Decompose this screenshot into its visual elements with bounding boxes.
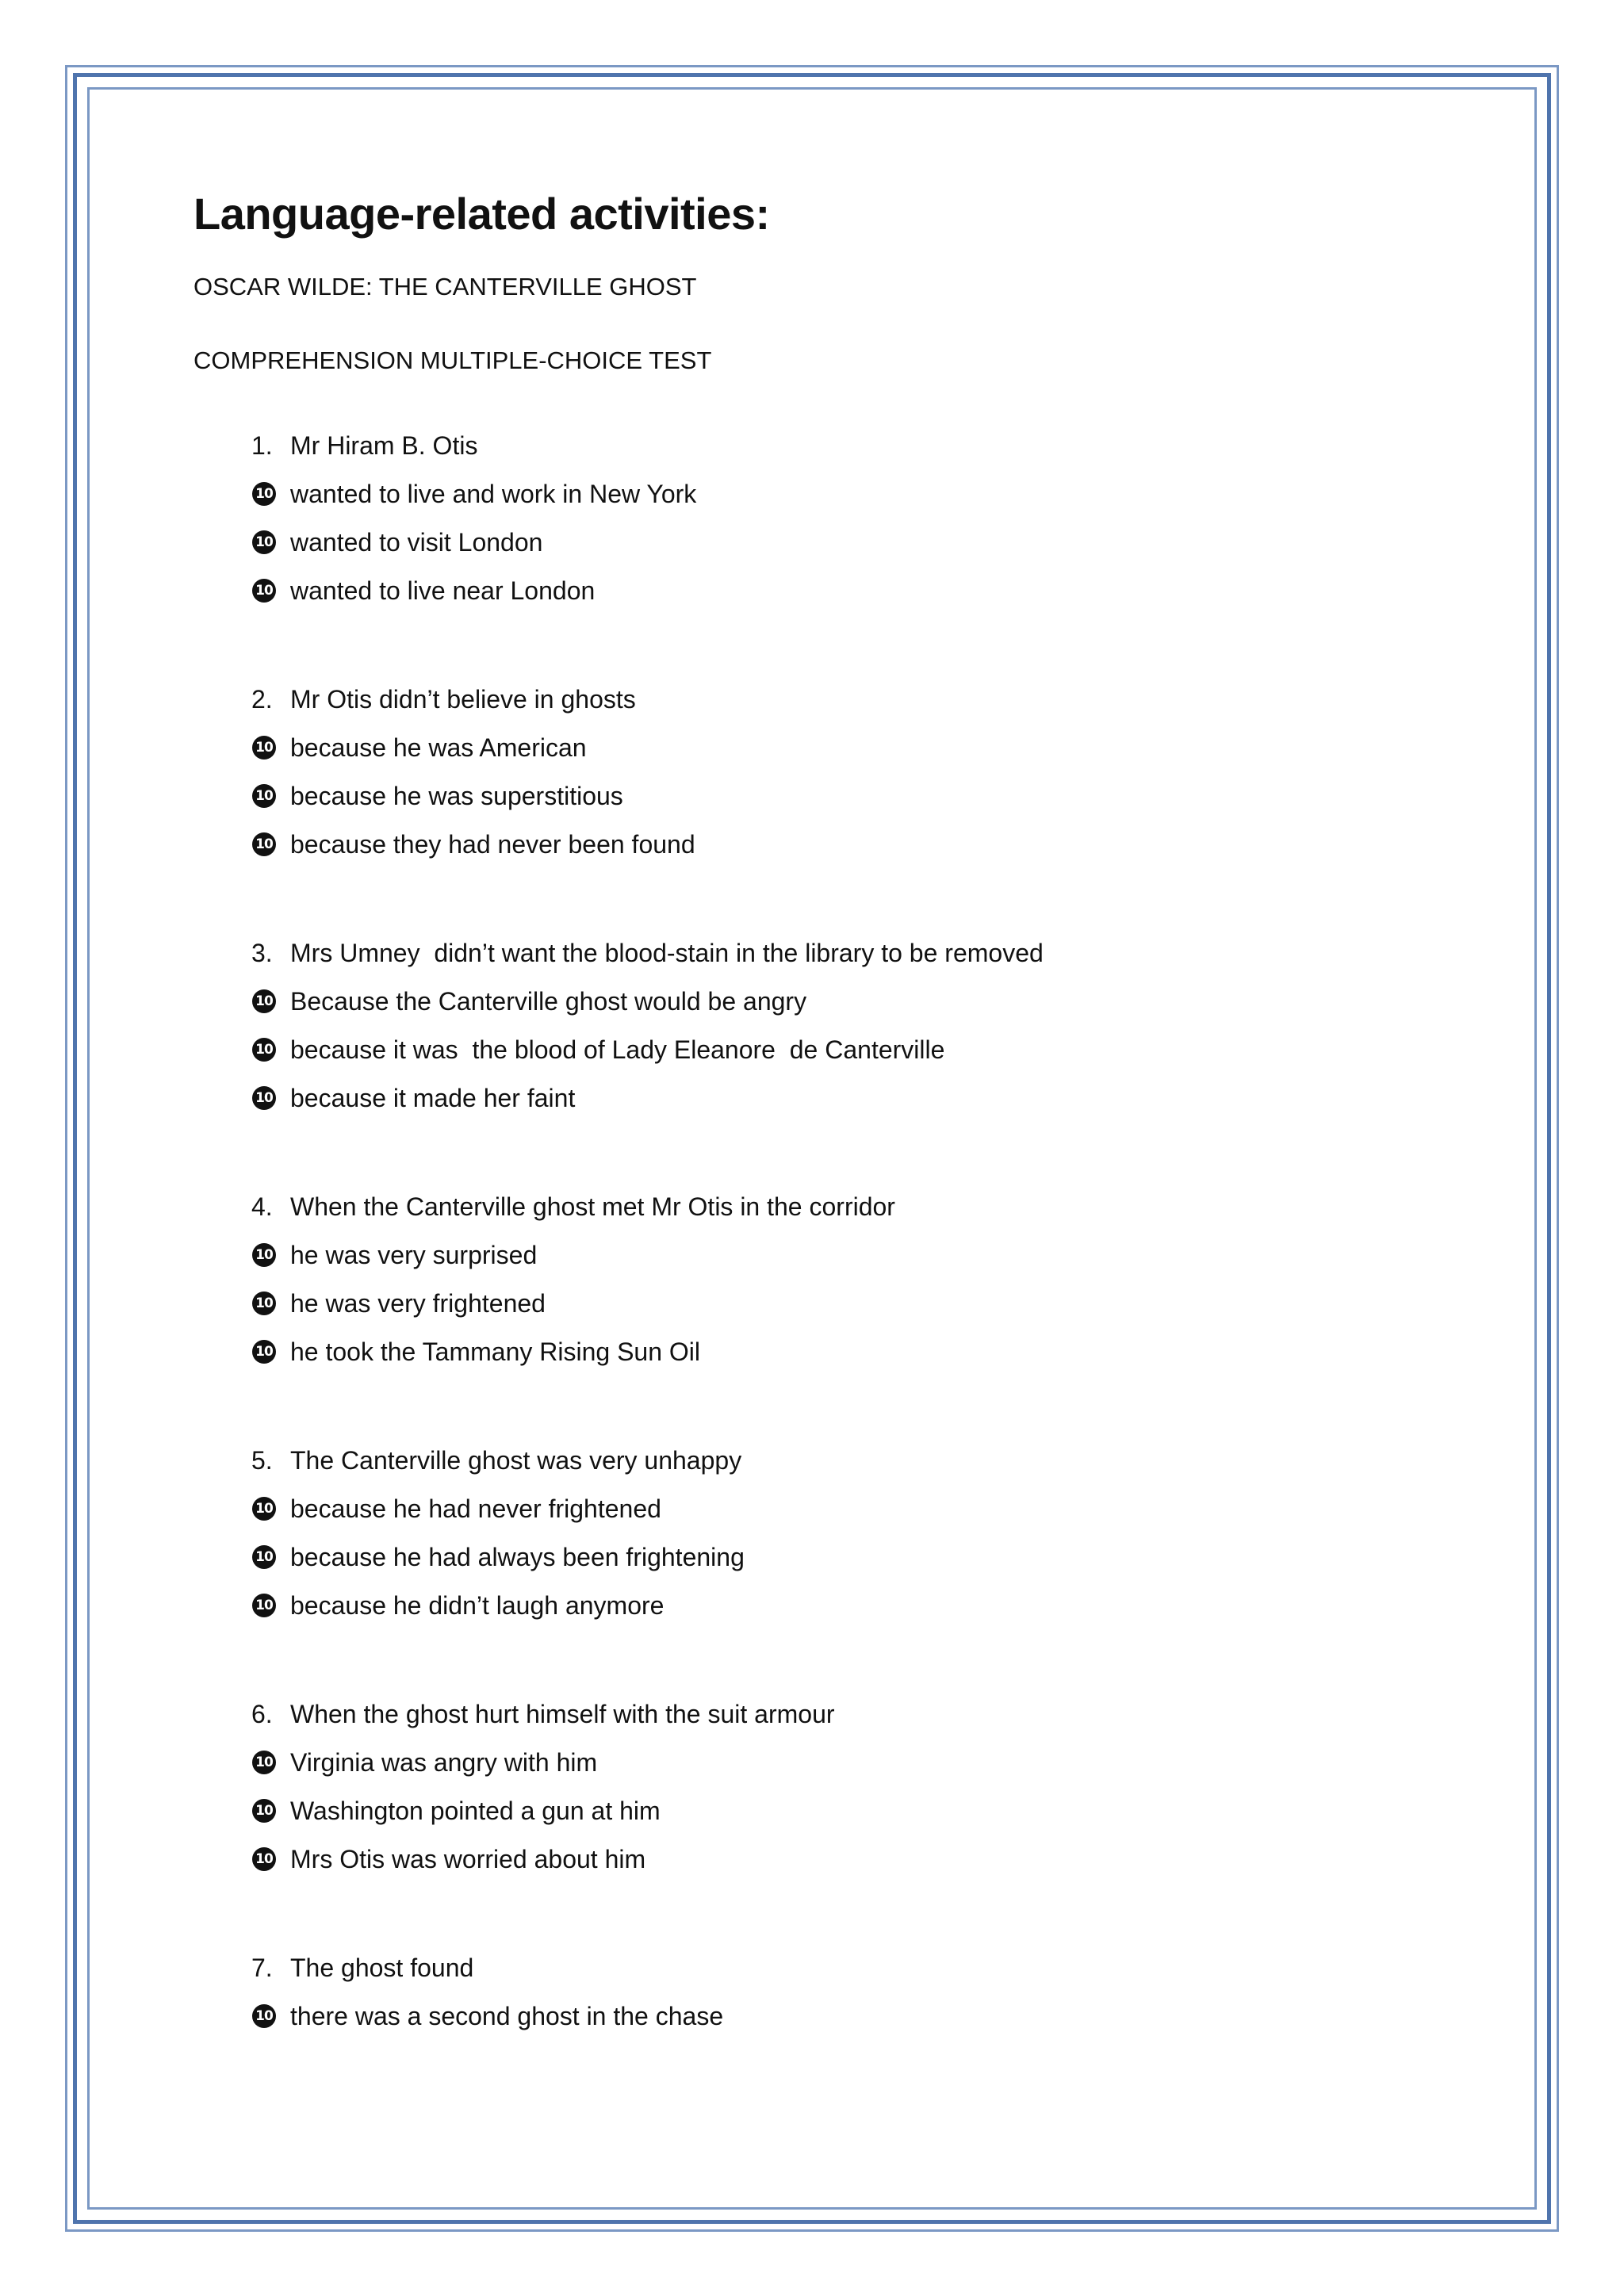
option-text: Washington pointed a gun at him <box>290 1796 661 1825</box>
answer-option[interactable] <box>193 1231 1462 1280</box>
answer-option[interactable] <box>193 519 1462 567</box>
option-text: Virginia was angry with him <box>290 1747 598 1777</box>
question-2 <box>193 675 1462 869</box>
option-bullet-icon: 10 <box>252 1545 276 1569</box>
answer-option[interactable] <box>193 772 1462 821</box>
page-title: Language-related activities: <box>193 189 770 239</box>
option-bullet-icon: 10 <box>252 1799 276 1823</box>
option-bullet-icon: 10 <box>252 1243 276 1267</box>
option-text: because he was American <box>290 733 587 762</box>
question-list <box>193 422 1462 2041</box>
option-text: wanted to live and work in New York <box>290 479 697 508</box>
option-bullet-icon: 10 <box>252 1340 276 1364</box>
option-text: because they had never been found <box>290 829 695 859</box>
option-bullet-icon: 10 <box>252 579 276 603</box>
test-title: COMPREHENSION MULTIPLE-CHOICE TEST <box>193 346 712 375</box>
option-bullet-icon: 10 <box>252 784 276 808</box>
question-stem <box>193 422 1462 470</box>
question-number: 3. <box>251 938 273 967</box>
option-text: he was very surprised <box>290 1240 538 1269</box>
option-text: wanted to visit London <box>290 527 543 557</box>
question-number: 6. <box>251 1699 273 1728</box>
option-text: because he had never frightened <box>290 1494 661 1523</box>
option-text: he took the Tammany Rising Sun Oil <box>290 1337 700 1366</box>
option-text: he was very frightened <box>290 1288 546 1318</box>
option-text: because he had always been frightening <box>290 1542 745 1571</box>
answer-option[interactable] <box>193 1074 1462 1123</box>
answer-option[interactable] <box>193 470 1462 519</box>
question-4 <box>193 1183 1462 1376</box>
answer-option[interactable] <box>193 978 1462 1026</box>
question-number: 2. <box>251 684 273 714</box>
answer-option[interactable] <box>193 1533 1462 1582</box>
option-bullet-icon: 10 <box>252 2004 276 2028</box>
option-bullet-icon: 10 <box>252 1847 276 1871</box>
option-bullet-icon: 10 <box>252 1086 276 1110</box>
question-3 <box>193 929 1462 1123</box>
question-text: When the Canterville ghost met Mr Otis in the corridor <box>290 1192 895 1221</box>
book-title: OSCAR WILDE: THE CANTERVILLE GHOST <box>193 273 697 301</box>
answer-option[interactable] <box>193 1835 1462 1884</box>
option-text: because he was superstitious <box>290 781 623 810</box>
option-bullet-icon: 10 <box>252 1292 276 1315</box>
answer-option[interactable] <box>193 1992 1462 2041</box>
option-bullet-icon: 10 <box>252 530 276 554</box>
question-stem <box>193 1183 1462 1231</box>
question-text: Mr Hiram B. Otis <box>290 430 478 460</box>
document-content <box>193 187 1462 2101</box>
option-bullet-icon: 10 <box>252 1038 276 1062</box>
option-bullet-icon: 10 <box>252 1594 276 1617</box>
question-text: Mrs Umney didn’t want the blood-stain in the library to be removed <box>290 938 1044 967</box>
question-text: When the ghost hurt himself with the suit armour <box>290 1699 835 1728</box>
option-text: because it was the blood of Lady Eleanore de Canterville <box>290 1035 945 1064</box>
question-5 <box>193 1437 1462 1630</box>
option-bullet-icon: 10 <box>252 1497 276 1521</box>
answer-option[interactable] <box>193 1328 1462 1376</box>
question-number: 5. <box>251 1445 273 1475</box>
question-stem <box>193 1944 1462 1992</box>
question-stem <box>193 1437 1462 1485</box>
question-number: 1. <box>251 430 273 460</box>
question-1 <box>193 422 1462 615</box>
answer-option[interactable] <box>193 1026 1462 1074</box>
option-bullet-icon: 10 <box>252 832 276 856</box>
question-text: The Canterville ghost was very unhappy <box>290 1445 742 1475</box>
answer-option[interactable] <box>193 1582 1462 1630</box>
answer-option[interactable] <box>193 1787 1462 1835</box>
answer-option[interactable] <box>193 1739 1462 1787</box>
question-6 <box>193 1690 1462 1884</box>
answer-option[interactable] <box>193 567 1462 615</box>
option-bullet-icon: 10 <box>252 736 276 760</box>
question-text: Mr Otis didn’t believe in ghosts <box>290 684 636 714</box>
question-stem <box>193 929 1462 978</box>
option-text: Mrs Otis was worried about him <box>290 1844 646 1873</box>
option-text: because it made her faint <box>290 1083 576 1112</box>
option-text: there was a second ghost in the chase <box>290 2001 724 2030</box>
option-bullet-icon: 10 <box>252 1751 276 1774</box>
option-text: wanted to live near London <box>290 576 596 605</box>
option-text: because he didn’t laugh anymore <box>290 1590 665 1620</box>
option-text: Because the Canterville ghost would be angry <box>290 986 807 1016</box>
option-bullet-icon: 10 <box>252 989 276 1013</box>
answer-option[interactable] <box>193 1280 1462 1328</box>
question-text: The ghost found <box>290 1953 474 1982</box>
answer-option[interactable] <box>193 724 1462 772</box>
question-stem <box>193 675 1462 724</box>
answer-option[interactable] <box>193 1485 1462 1533</box>
question-number: 4. <box>251 1192 273 1221</box>
question-stem <box>193 1690 1462 1739</box>
option-bullet-icon: 10 <box>252 482 276 506</box>
question-7 <box>193 1944 1462 2041</box>
question-number: 7. <box>251 1953 273 1982</box>
answer-option[interactable] <box>193 821 1462 869</box>
